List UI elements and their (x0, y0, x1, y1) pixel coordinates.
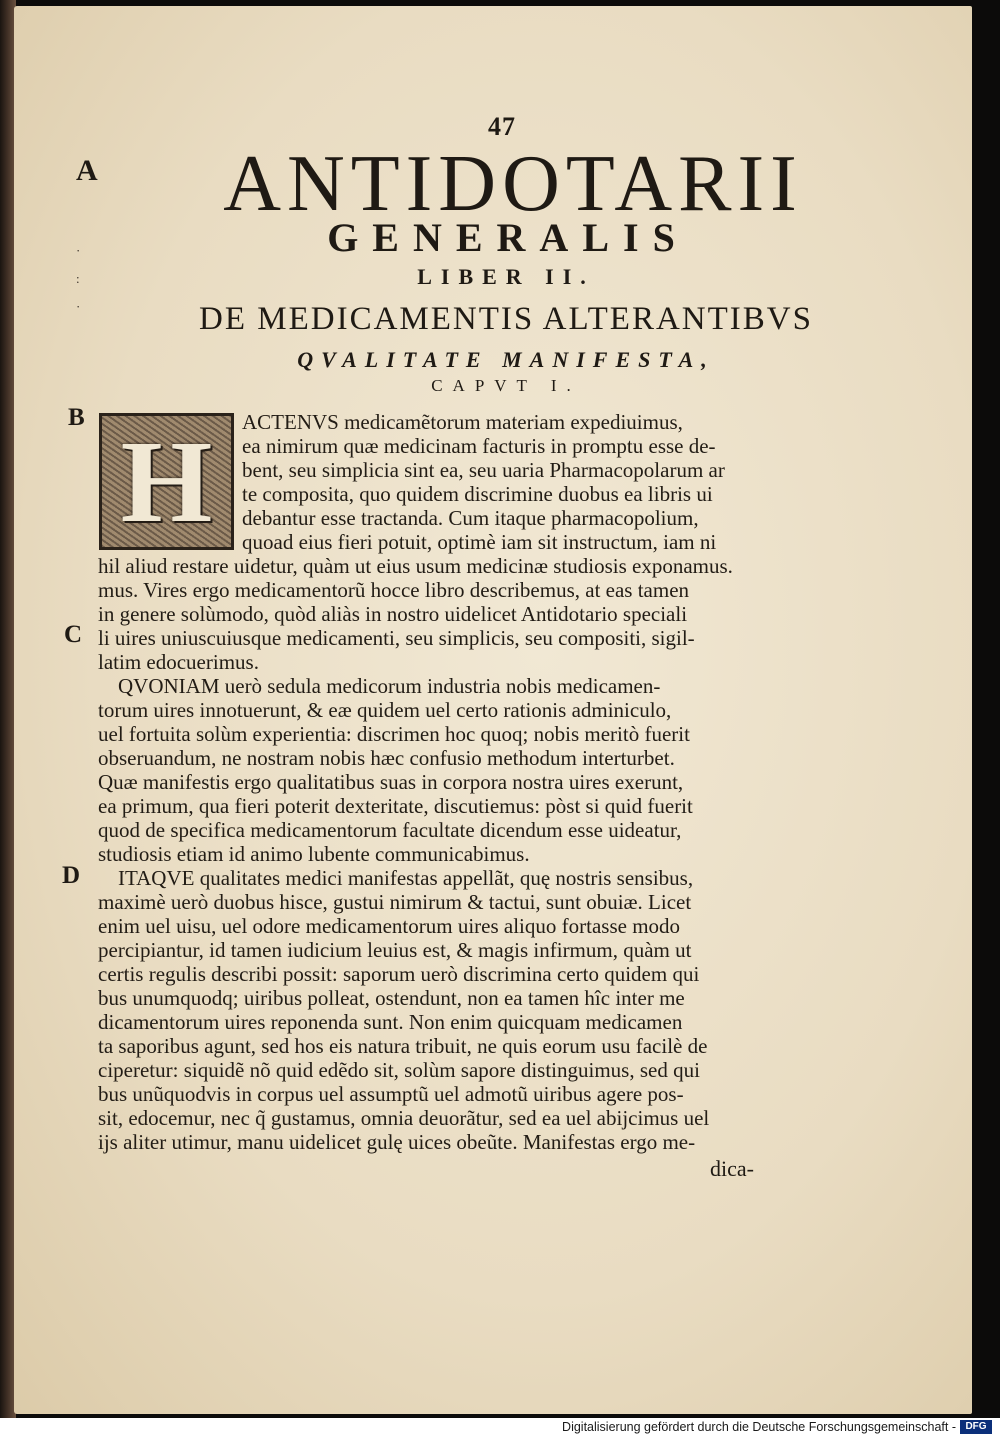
text-line: quoad eius fieri potuit, optimè iam sit instructum, iam ni (242, 530, 717, 554)
title-generalis: GENERALIS (327, 215, 689, 260)
text-line: ciperetur: siquidẽ nõ quid edẽdo sit, solùm sapore distinguimus, sed qui (98, 1058, 700, 1082)
text-line: sit, edocemur, nec q̃ gustamus, omnia deuorãtur, sed ea uel abijcimus uel (98, 1106, 710, 1130)
title-antidotarii: ANTIDOTARII (223, 140, 803, 228)
text-line: ijs aliter utimur, manu uidelicet gulę uices obeũte. Manifestas ergo me- (98, 1130, 696, 1154)
text-line: ta saporibus agunt, sed hos eis natura tribuit, ne quis eorum usu facilè de (98, 1034, 708, 1058)
text-line: percipiantur, id tamen iudicium leuius est, & magis infirmum, quàm ut (98, 938, 692, 962)
text-line: te composita, quo quidem discrimine duobus ea libris ui (242, 482, 713, 506)
margin-letter-a: A (76, 154, 98, 187)
text-line: ea primum, qua fieri poterit dexteritate, discutiemus: pòst si quid fuerit (98, 794, 693, 818)
text-line: debantur esse tractanda. Cum itaque pharmacopolium, (242, 506, 699, 530)
text-line: bent, seu simplicia sint ea, seu uaria Pharmacopolarum ar (242, 458, 725, 482)
margin-letter-b: B (68, 404, 85, 431)
gutter-marks: · : · (76, 243, 81, 314)
text-line: li uires uniuscuiusque medicamenti, seu simplicis, seu compositi, sigil- (98, 626, 695, 650)
dfg-logo-icon: DFG (960, 1420, 992, 1434)
text-line: uel fortuita solùm experientia: discrimen hoc quoq; nobis meritò fuerit (98, 722, 690, 746)
text-line: ACTENVS medicamẽtorum materiam expediuimus, (242, 410, 683, 434)
title-qualitate: QVALITATE MANIFESTA, (297, 347, 715, 372)
text-line: ITAQVE qualitates medici manifestas appellãt, quę nostris sensibus, (118, 866, 694, 890)
text-line: quod de specifica medicamentorum facultate dicendum esse uideatur, (98, 818, 682, 842)
margin-letter-d: D (62, 862, 81, 889)
text-line: bus unumquodq; uiribus polleat, ostendunt, non ea tamen hîc inter me (98, 986, 685, 1010)
chapter-heading: CAPVT I. (431, 376, 581, 395)
book-page (14, 6, 972, 1414)
text-line: maximè uerò duobus hisce, gustui nimirum & tactui, sunt obuiæ. Licet (98, 890, 692, 914)
text-line: studiosis etiam id animo lubente communicabimus. (98, 842, 530, 866)
text-line: torum uires innotuerunt, & eæ quidem uel certo rationis adminiculo, (98, 698, 672, 722)
text-line: in genere solùmodo, quòd aliàs in nostro uidelicet Antidotario speciali (98, 602, 688, 626)
text-line: mus. Vires ergo medicamentorũ hocce libro describemus, at eas tamen (98, 578, 690, 602)
initial-letter: H (120, 415, 213, 547)
text-line: certis regulis describi possit: saporum uerò discrimina certo quidem qui (98, 962, 700, 986)
text-line: Quæ manifestis ergo qualitatibus suas in corpora nostra uires exerunt, (98, 770, 684, 794)
text-line: obseruandum, ne nostram nobis hæc confusio methodum interturbet. (98, 746, 675, 770)
text-line: dicamentorum uires reponenda sunt. Non enim quicquam medicamen (98, 1010, 683, 1034)
footer-credit-text: Digitalisierung gefördert durch die Deutsche Forschungsgemeinschaft - (562, 1420, 956, 1434)
margin-letter-c: C (64, 621, 83, 648)
text-line: QVONIAM uerò sedula medicorum industria nobis medicamen- (118, 674, 661, 698)
page-number: 47 (488, 112, 516, 141)
title-liber: LIBER II. (417, 264, 595, 289)
text-line: ea nimirum quæ medicinam facturis in promptu esse de- (242, 434, 716, 458)
catchword: dica- (710, 1156, 754, 1181)
text-line: hil aliud restare uidetur, quàm ut eius usum medicinæ studiosis exponamus. (98, 554, 733, 578)
text-line: latim edocuerimus. (98, 650, 259, 674)
text-line: enim uel uisu, uel odore medicamentorum uires aliquo fortasse modo (98, 914, 681, 938)
decorated-initial (99, 413, 234, 550)
text-line: bus unũquodvis in corpus uel assumptũ uel admotũ uiribus agere pos- (98, 1082, 684, 1106)
title-de-medicamentis: DE MEDICAMENTIS ALTERANTIBVS (199, 301, 813, 337)
